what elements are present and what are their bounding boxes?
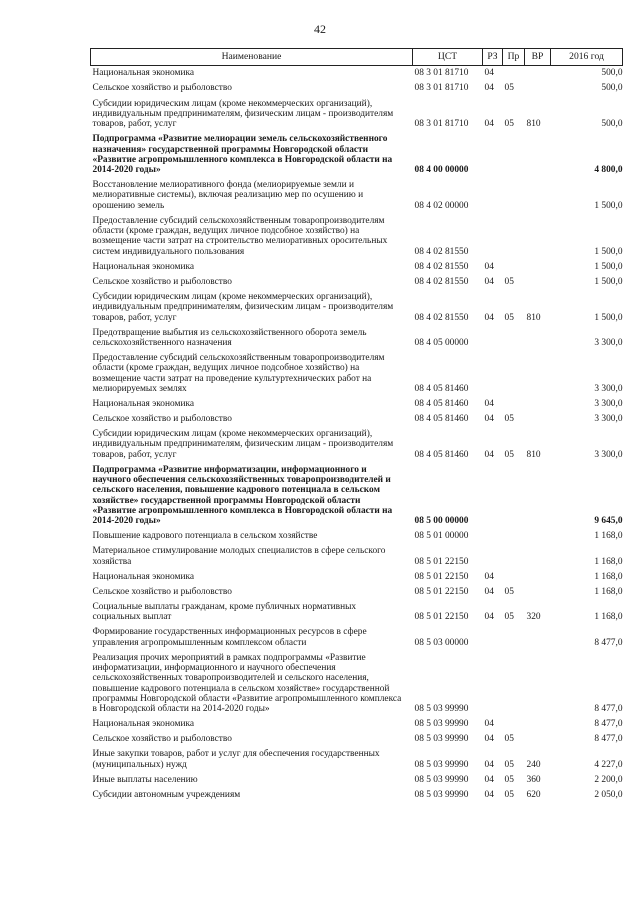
cell-amount: 2 200,0 bbox=[594, 774, 623, 785]
cell-name: Подпрограмма «Развитие мелиорации земель сельскохозяйственного назначения» государственной программы Новгородской области «Развитие агропромышленного комплекса в Новгородской области на 2014-2020 годы» bbox=[92, 134, 393, 176]
cell-pr: 05 bbox=[504, 83, 514, 94]
header-cst: ЦСТ bbox=[413, 49, 483, 66]
cell-amount: 8 477,0 bbox=[594, 719, 623, 730]
cell-cst: 08 5 03 99990 bbox=[414, 719, 469, 730]
cell-cst: 08 5 03 99990 bbox=[414, 734, 469, 745]
cell-pr: 05 bbox=[504, 312, 514, 323]
cell-vr: 360 bbox=[526, 774, 541, 785]
table-header bbox=[91, 49, 623, 66]
cell-amount: 4 800,0 bbox=[594, 165, 623, 176]
cell-pr bbox=[503, 351, 525, 397]
cell-name: Субсидии юридическим лицам (кроме некоммерческих организаций), индивидуальным предпринимателям, физическим лицам - производителям товаров, работ, услуг bbox=[92, 98, 394, 130]
cell-rz bbox=[483, 132, 503, 178]
cell-name: Национальная экономика bbox=[92, 719, 195, 730]
cell-amount: 1 168,0 bbox=[594, 571, 623, 582]
cell-vr bbox=[525, 529, 551, 544]
table-row bbox=[91, 788, 623, 803]
table-row bbox=[91, 81, 623, 96]
cell-name: Национальная экономика bbox=[92, 571, 195, 582]
cell-amount: 1 500,0 bbox=[594, 200, 623, 211]
cell-amount: 3 300,0 bbox=[594, 414, 623, 425]
cell-rz: 04 bbox=[484, 774, 494, 785]
table-row bbox=[91, 544, 623, 569]
cell-rz: 04 bbox=[484, 789, 494, 800]
table-row bbox=[91, 259, 623, 274]
cell-amount: 8 477,0 bbox=[594, 704, 623, 715]
cell-rz: 04 bbox=[484, 759, 494, 770]
cell-vr: 810 bbox=[526, 119, 541, 130]
cell-cst: 08 3 01 81710 bbox=[414, 83, 469, 94]
cell-cst: 08 5 01 22150 bbox=[414, 612, 469, 623]
table-row bbox=[91, 290, 623, 326]
cell-rz bbox=[483, 213, 503, 259]
cell-name: Предотвращение выбытия из сельскохозяйственного оборота земель сельскохозяйственного назначения bbox=[92, 327, 367, 348]
cell-rz bbox=[483, 625, 503, 650]
table-row bbox=[91, 178, 623, 214]
page-number: 42 bbox=[314, 22, 326, 36]
cell-amount: 3 300,0 bbox=[594, 383, 623, 394]
header-vr: ВР bbox=[525, 49, 551, 66]
cell-cst: 08 5 00 00000 bbox=[414, 516, 469, 527]
table-row bbox=[91, 747, 623, 772]
cell-vr bbox=[525, 81, 551, 96]
cell-amount: 1 168,0 bbox=[594, 586, 623, 597]
cell-name: Субсидии юридическим лицам (кроме некоммерческих организаций), индивидуальным предпринимателям, физическим лицам - производителям товаров, работ, услуг bbox=[92, 429, 394, 460]
table-row bbox=[91, 732, 623, 747]
cell-cst: 08 3 01 81710 bbox=[414, 119, 469, 130]
cell-name: Реализация прочих мероприятий в рамках подпрограммы «Развитие информатизации, информационного и научного обеспечения сельскохозяйственных товаропроизводителей и сельского населения, повышение кадрового потенциала в сельском хозяйстве» государственной программы Новгородской области «Развитие агропромышленного комплекса в Новгородской области на 2014-2020 годы» bbox=[92, 652, 402, 715]
cell-cst: 08 5 01 22150 bbox=[414, 556, 469, 567]
cell-name: Национальная экономика bbox=[92, 261, 195, 272]
cell-cst: 08 5 03 99990 bbox=[414, 774, 469, 785]
cell-rz bbox=[483, 462, 503, 529]
cell-rz: 04 bbox=[484, 571, 494, 582]
table-row bbox=[91, 600, 623, 625]
cell-rz bbox=[483, 178, 503, 214]
cell-vr: 240 bbox=[526, 759, 541, 770]
cell-name: Иные закупки товаров, работ и услуг для обеспечения государственных (муниципальных) нужд bbox=[92, 749, 380, 770]
cell-name: Сельское хозяйство и рыболовство bbox=[92, 414, 232, 425]
cell-rz: 04 bbox=[484, 312, 494, 323]
cell-rz: 04 bbox=[484, 449, 494, 460]
cell-name: Восстановление мелиоративного фонда (мелиорируемые земли и мелиоративные системы), включая реализацию мер по осушению и орошению земель bbox=[92, 180, 364, 211]
cell-amount: 9 645,0 bbox=[594, 516, 623, 527]
table-row bbox=[91, 772, 623, 787]
cell-pr bbox=[503, 259, 525, 274]
cell-amount: 1 168,0 bbox=[594, 612, 623, 623]
cell-vr bbox=[525, 275, 551, 290]
cell-vr bbox=[525, 625, 551, 650]
cell-amount: 2 050,0 bbox=[594, 789, 623, 800]
table-row bbox=[91, 717, 623, 732]
cell-vr bbox=[525, 178, 551, 214]
cell-pr bbox=[503, 178, 525, 214]
cell-pr bbox=[503, 717, 525, 732]
cell-vr bbox=[525, 66, 551, 82]
cell-vr bbox=[525, 351, 551, 397]
table-row bbox=[91, 412, 623, 427]
cell-name: Национальная экономика bbox=[92, 399, 195, 409]
cell-name: Национальная экономика bbox=[92, 68, 195, 79]
cell-vr: 810 bbox=[526, 449, 541, 460]
cell-cst: 08 4 02 81550 bbox=[414, 276, 469, 287]
cell-pr bbox=[503, 625, 525, 650]
cell-rz bbox=[483, 351, 503, 397]
cell-cst: 08 4 00 00000 bbox=[414, 165, 469, 176]
cell-cst: 08 5 01 22150 bbox=[414, 586, 469, 597]
cell-pr: 05 bbox=[504, 789, 514, 800]
cell-rz: 04 bbox=[484, 83, 494, 94]
cell-rz: 04 bbox=[484, 414, 494, 425]
cell-rz bbox=[483, 650, 503, 717]
cell-name: Повышение кадрового потенциала в сельском хозяйстве bbox=[92, 531, 318, 542]
table-row bbox=[91, 132, 623, 178]
cell-cst: 08 4 02 00000 bbox=[414, 200, 469, 211]
cell-vr bbox=[525, 544, 551, 569]
cell-cst: 08 3 01 81710 bbox=[414, 68, 469, 79]
cell-name: Сельское хозяйство и рыболовство bbox=[92, 734, 232, 745]
cell-vr: 320 bbox=[526, 612, 541, 623]
cell-name: Подпрограмма «Развитие информатизации, информационного и научного обеспечения сельскохозяйственных товаропроизводителей и сельского населения, повышение кадрового потенциала в сельском хозяйстве» государственной программы Новгородской области «Развитие агропромышленного комплекса в Новгородской области на 2014-2020 годы» bbox=[92, 464, 393, 527]
cell-vr bbox=[525, 325, 551, 350]
table-row bbox=[91, 650, 623, 717]
cell-name: Сельское хозяйство и рыболовство bbox=[92, 276, 232, 287]
cell-cst: 08 4 05 81460 bbox=[414, 383, 469, 394]
cell-rz bbox=[483, 325, 503, 350]
cell-vr bbox=[525, 732, 551, 747]
cell-rz bbox=[483, 529, 503, 544]
cell-cst: 08 4 05 00000 bbox=[414, 337, 469, 348]
cell-rz: 04 bbox=[484, 119, 494, 130]
cell-cst: 08 5 01 00000 bbox=[414, 531, 469, 542]
cell-pr bbox=[503, 462, 525, 529]
cell-cst: 08 4 02 81550 bbox=[414, 261, 469, 272]
cell-pr: 05 bbox=[504, 612, 514, 623]
cell-vr bbox=[525, 132, 551, 178]
cell-pr bbox=[503, 132, 525, 178]
cell-amount: 3 300,0 bbox=[594, 337, 623, 348]
header-pr: Пр bbox=[503, 49, 525, 66]
cell-amount: 500,0 bbox=[601, 119, 623, 130]
cell-amount: 8 477,0 bbox=[594, 637, 623, 648]
table-row bbox=[91, 427, 623, 463]
budget-table bbox=[90, 48, 623, 803]
table-row bbox=[91, 275, 623, 290]
cell-vr: 810 bbox=[526, 312, 541, 323]
header-name: Наименование bbox=[91, 49, 413, 66]
cell-pr bbox=[503, 397, 525, 412]
cell-amount: 8 477,0 bbox=[594, 734, 623, 745]
cell-rz: 04 bbox=[484, 734, 494, 745]
cell-pr: 05 bbox=[504, 774, 514, 785]
cell-amount: 1 168,0 bbox=[594, 531, 623, 542]
cell-vr bbox=[525, 650, 551, 717]
cell-amount: 1 500,0 bbox=[594, 276, 623, 287]
cell-amount: 500,0 bbox=[601, 68, 623, 79]
cell-vr bbox=[525, 462, 551, 529]
cell-pr bbox=[503, 66, 525, 82]
cell-name: Предоставление субсидий сельскохозяйственным товаропроизводителям области (кроме граждан, ведущих личное подсобное хозяйство) на возмещение части затрат на проведение культуртехнических работ на мелиорируемых землях bbox=[92, 353, 385, 394]
cell-cst: 08 5 03 99990 bbox=[414, 789, 469, 800]
cell-rz: 04 bbox=[484, 586, 494, 597]
table-row bbox=[91, 529, 623, 544]
cell-rz: 04 bbox=[484, 276, 494, 287]
cell-vr bbox=[525, 717, 551, 732]
table-row bbox=[91, 585, 623, 600]
cell-cst: 08 4 05 81460 bbox=[414, 449, 469, 460]
cell-name: Предоставление субсидий сельскохозяйственным товаропроизводителям области (кроме граждан, ведущих личное подсобное хозяйство) на возмещение части затрат на строительство мелиоративных оросительных систем индивидуального пользования bbox=[92, 215, 388, 257]
table-row bbox=[91, 213, 623, 259]
table-row bbox=[91, 462, 623, 529]
cell-name: Социальные выплаты гражданам, кроме публичных нормативных социальных выплат bbox=[92, 602, 357, 623]
cell-rz: 04 bbox=[484, 68, 494, 79]
cell-cst: 08 4 05 81460 bbox=[414, 399, 469, 409]
cell-cst: 08 5 03 99990 bbox=[414, 759, 469, 770]
table-row bbox=[91, 351, 623, 397]
cell-amount: 3 300,0 bbox=[594, 399, 623, 409]
cell-cst: 08 5 03 99990 bbox=[414, 704, 469, 715]
cell-pr bbox=[503, 325, 525, 350]
cell-name: Сельское хозяйство и рыболовство bbox=[92, 586, 232, 597]
table-body bbox=[91, 66, 623, 803]
cell-cst: 08 4 05 81460 bbox=[414, 414, 469, 425]
cell-amount: 500,0 bbox=[601, 83, 623, 94]
cell-amount: 1 500,0 bbox=[594, 261, 623, 272]
table-row bbox=[91, 625, 623, 650]
cell-name: Субсидии юридическим лицам (кроме некоммерческих организаций), индивидуальным предпринимателям, физическим лицам - производителям товаров, работ, услуг bbox=[92, 291, 394, 323]
cell-vr bbox=[525, 213, 551, 259]
cell-pr bbox=[503, 213, 525, 259]
cell-vr: 620 bbox=[526, 789, 541, 800]
cell-vr bbox=[525, 585, 551, 600]
header-amount: 2016 год bbox=[551, 49, 623, 66]
cell-pr: 05 bbox=[504, 414, 514, 425]
cell-name: Иные выплаты населению bbox=[92, 774, 198, 785]
cell-rz: 04 bbox=[484, 612, 494, 623]
table-row bbox=[91, 397, 623, 412]
table-row bbox=[91, 569, 623, 584]
cell-cst: 08 5 03 00000 bbox=[414, 637, 469, 648]
cell-pr: 05 bbox=[504, 449, 514, 460]
cell-vr bbox=[525, 397, 551, 412]
cell-pr bbox=[503, 544, 525, 569]
cell-pr bbox=[503, 529, 525, 544]
cell-pr bbox=[503, 650, 525, 717]
cell-pr bbox=[503, 569, 525, 584]
header-rz: РЗ bbox=[483, 49, 503, 66]
table-row bbox=[91, 96, 623, 132]
cell-vr bbox=[525, 259, 551, 274]
cell-amount: 1 500,0 bbox=[594, 246, 623, 257]
cell-amount: 1 500,0 bbox=[594, 312, 623, 323]
cell-amount: 1 168,0 bbox=[594, 556, 623, 567]
cell-name: Субсидии автономным учреждениям bbox=[92, 789, 241, 800]
cell-rz: 04 bbox=[484, 719, 494, 730]
cell-name: Сельское хозяйство и рыболовство bbox=[92, 83, 232, 94]
cell-cst: 08 4 02 81550 bbox=[414, 312, 469, 323]
cell-amount: 3 300,0 bbox=[594, 449, 623, 460]
cell-rz bbox=[483, 544, 503, 569]
cell-pr: 05 bbox=[504, 276, 514, 287]
cell-pr: 05 bbox=[504, 734, 514, 745]
cell-name: Материальное стимулирование молодых специалистов в сфере сельского хозяйства bbox=[92, 546, 386, 567]
table-row bbox=[91, 325, 623, 350]
cell-name: Формирование государственных информационных ресурсов в сфере управления агропромышленным комплексом области bbox=[92, 627, 367, 648]
cell-cst: 08 4 02 81550 bbox=[414, 246, 469, 257]
cell-rz: 04 bbox=[484, 399, 494, 409]
cell-rz: 04 bbox=[484, 261, 494, 272]
cell-pr: 05 bbox=[504, 586, 514, 597]
table-row bbox=[91, 66, 623, 82]
cell-cst: 08 5 01 22150 bbox=[414, 571, 469, 582]
cell-pr: 05 bbox=[504, 759, 514, 770]
cell-pr: 05 bbox=[504, 119, 514, 130]
cell-vr bbox=[525, 412, 551, 427]
cell-vr bbox=[525, 569, 551, 584]
cell-amount: 4 227,0 bbox=[594, 759, 623, 770]
